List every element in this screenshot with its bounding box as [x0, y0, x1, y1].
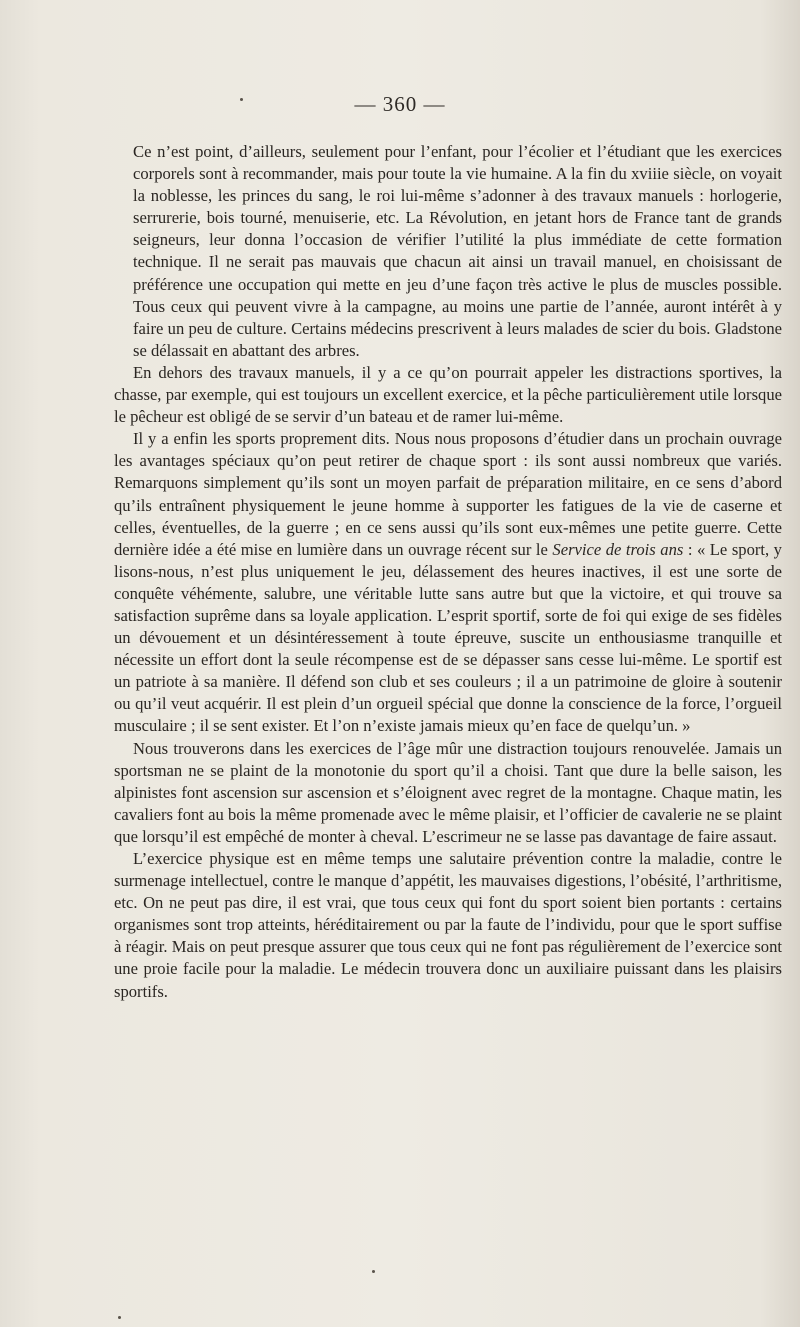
ink-speck [372, 1270, 375, 1273]
book-title: Service de trois ans [552, 539, 684, 559]
page-number: — 360 — [354, 92, 446, 116]
paragraph-4: Nous trouverons dans les exercices de l’âge mûr une distraction toujours renouvelée. Jamais un sportsman ne se plaint de la monotonie du sport qu’il a choisi. Tant que dure la belle saison, les alpinistes font ascension sur ascension et s’éloignent avec regret de la montagne. Chaque matin, les cavaliers font au bois la même promenade avec le même plaisir, et l’officier de cavalerie ne se plaint que lorsqu’il est empêché de monter à cheval. L’escrimeur ne se lasse pas davantage de faire assaut. [114, 738, 782, 846]
paragraph-3 [114, 428, 782, 737]
ink-speck [118, 1316, 121, 1319]
paragraph-3-text-after: : « Le sport, y lisons-nous, n’est plus uniquement le jeu, délassement des heures inactives, il est une sorte de conquête véhémente, salubre, une véritable lutte sans autre but que la victoire, et qui trouve sa satisfaction suprême dans sa loyale application. L’esprit sportif, sorte de foi qui exige de ses fidèles un dévouement et un désintéressement à toute épreuve, suscite un enthousiasme tranquille et nécessite un effort dont la seule récompense est de se dépasser sans cesse lui-même. Le sportif est un patriote à sa manière. Il défend son club et ses couleurs ; il a un patrimoine de gloire à soutenir ou qu’il veut acquérir. Il est plein d’un orgueil spécial que donne la conscience de la force, l’orgueil musculaire ; il se sent exister. Et l’on n’existe jamais mieux qu’en face de quelqu’un. » [114, 539, 782, 736]
paragraph-2: En dehors des travaux manuels, il y a ce qu’on pourrait appeler les distractions sportives, la chasse, par exemple, qui est toujours un excellent exercice, et la pêche particulièrement utile lorsque le pêcheur est obligé de se servir d’un bateau et de ramer lui-même. [114, 362, 782, 427]
paragraph-3-text-before: Il y a enfin les sports proprement dits. Nous nous proposons d’étudier dans un prochain ouvrage les avantages spéciaux qu’on peut retirer de chaque sport : ils sont aussi nombreux que variés. Remarquons simplement qu’ils sont un moyen parfait de préparation militaire, en ce sens d’abord qu’ils entraînent physiquement le jeune homme à supporter les fatigues de la vie de caserne et celles, éventuelles, de la guerre ; en ce sens aussi qu’ils sont eux-mêmes une petite guerre. Cette dernière idée a été mise en lumière dans un ouvrage récent sur le [114, 429, 782, 559]
paragraph-1: Ce n’est point, d’ailleurs, seulement pour l’enfant, pour l’écolier et l’étudiant que les exercices corporels sont à recommander, mais pour toute la vie humaine. A la fin du xviiie siècle, on voyait la noblesse, les princes du sang, le roi lui-même s’adonner à des travaux manuels : horlogerie, serrurerie, bois tourné, menuiserie, etc. La Révolution, en jetant hors de France tant de grands seigneurs, leur donna l’occasion de vérifier l’utilité la plus immédiate de cette formation technique. Il ne serait pas mauvais que chacun ait ainsi un travail manuel, en choisissant de préférence une occupation qui mette en jeu d’une façon très active le plus de muscles possible. Tous ceux qui peuvent vivre à la campagne, au moins une partie de l’année, auront intérêt à y faire un peu de culture. Certains médecins prescrivent à leurs malades de scier du bois. Gladstone se délassait en abattant des arbres. [133, 142, 782, 360]
page-body [114, 141, 782, 1003]
ink-speck [240, 98, 243, 101]
paragraph-5: L’exercice physique est en même temps une salutaire prévention contre la maladie, contre le surmenage intellectuel, contre le manque d’appétit, les mauvaises digestions, l’obésité, l’arthritisme, etc. On ne peut pas dire, il est vrai, que tous ceux qui font du sport soient bien portants : certains organismes sont trop atteints, héréditairement ou par la faute de l’individu, pour que le sport suffise à réagir. Mais on peut presque assurer que tous ceux qui ne font pas régulièrement de l’exercice sont une proie facile pour la maladie. Le médecin trouvera donc un auxiliaire puissant dans les plaisirs sportifs. [114, 849, 782, 1001]
